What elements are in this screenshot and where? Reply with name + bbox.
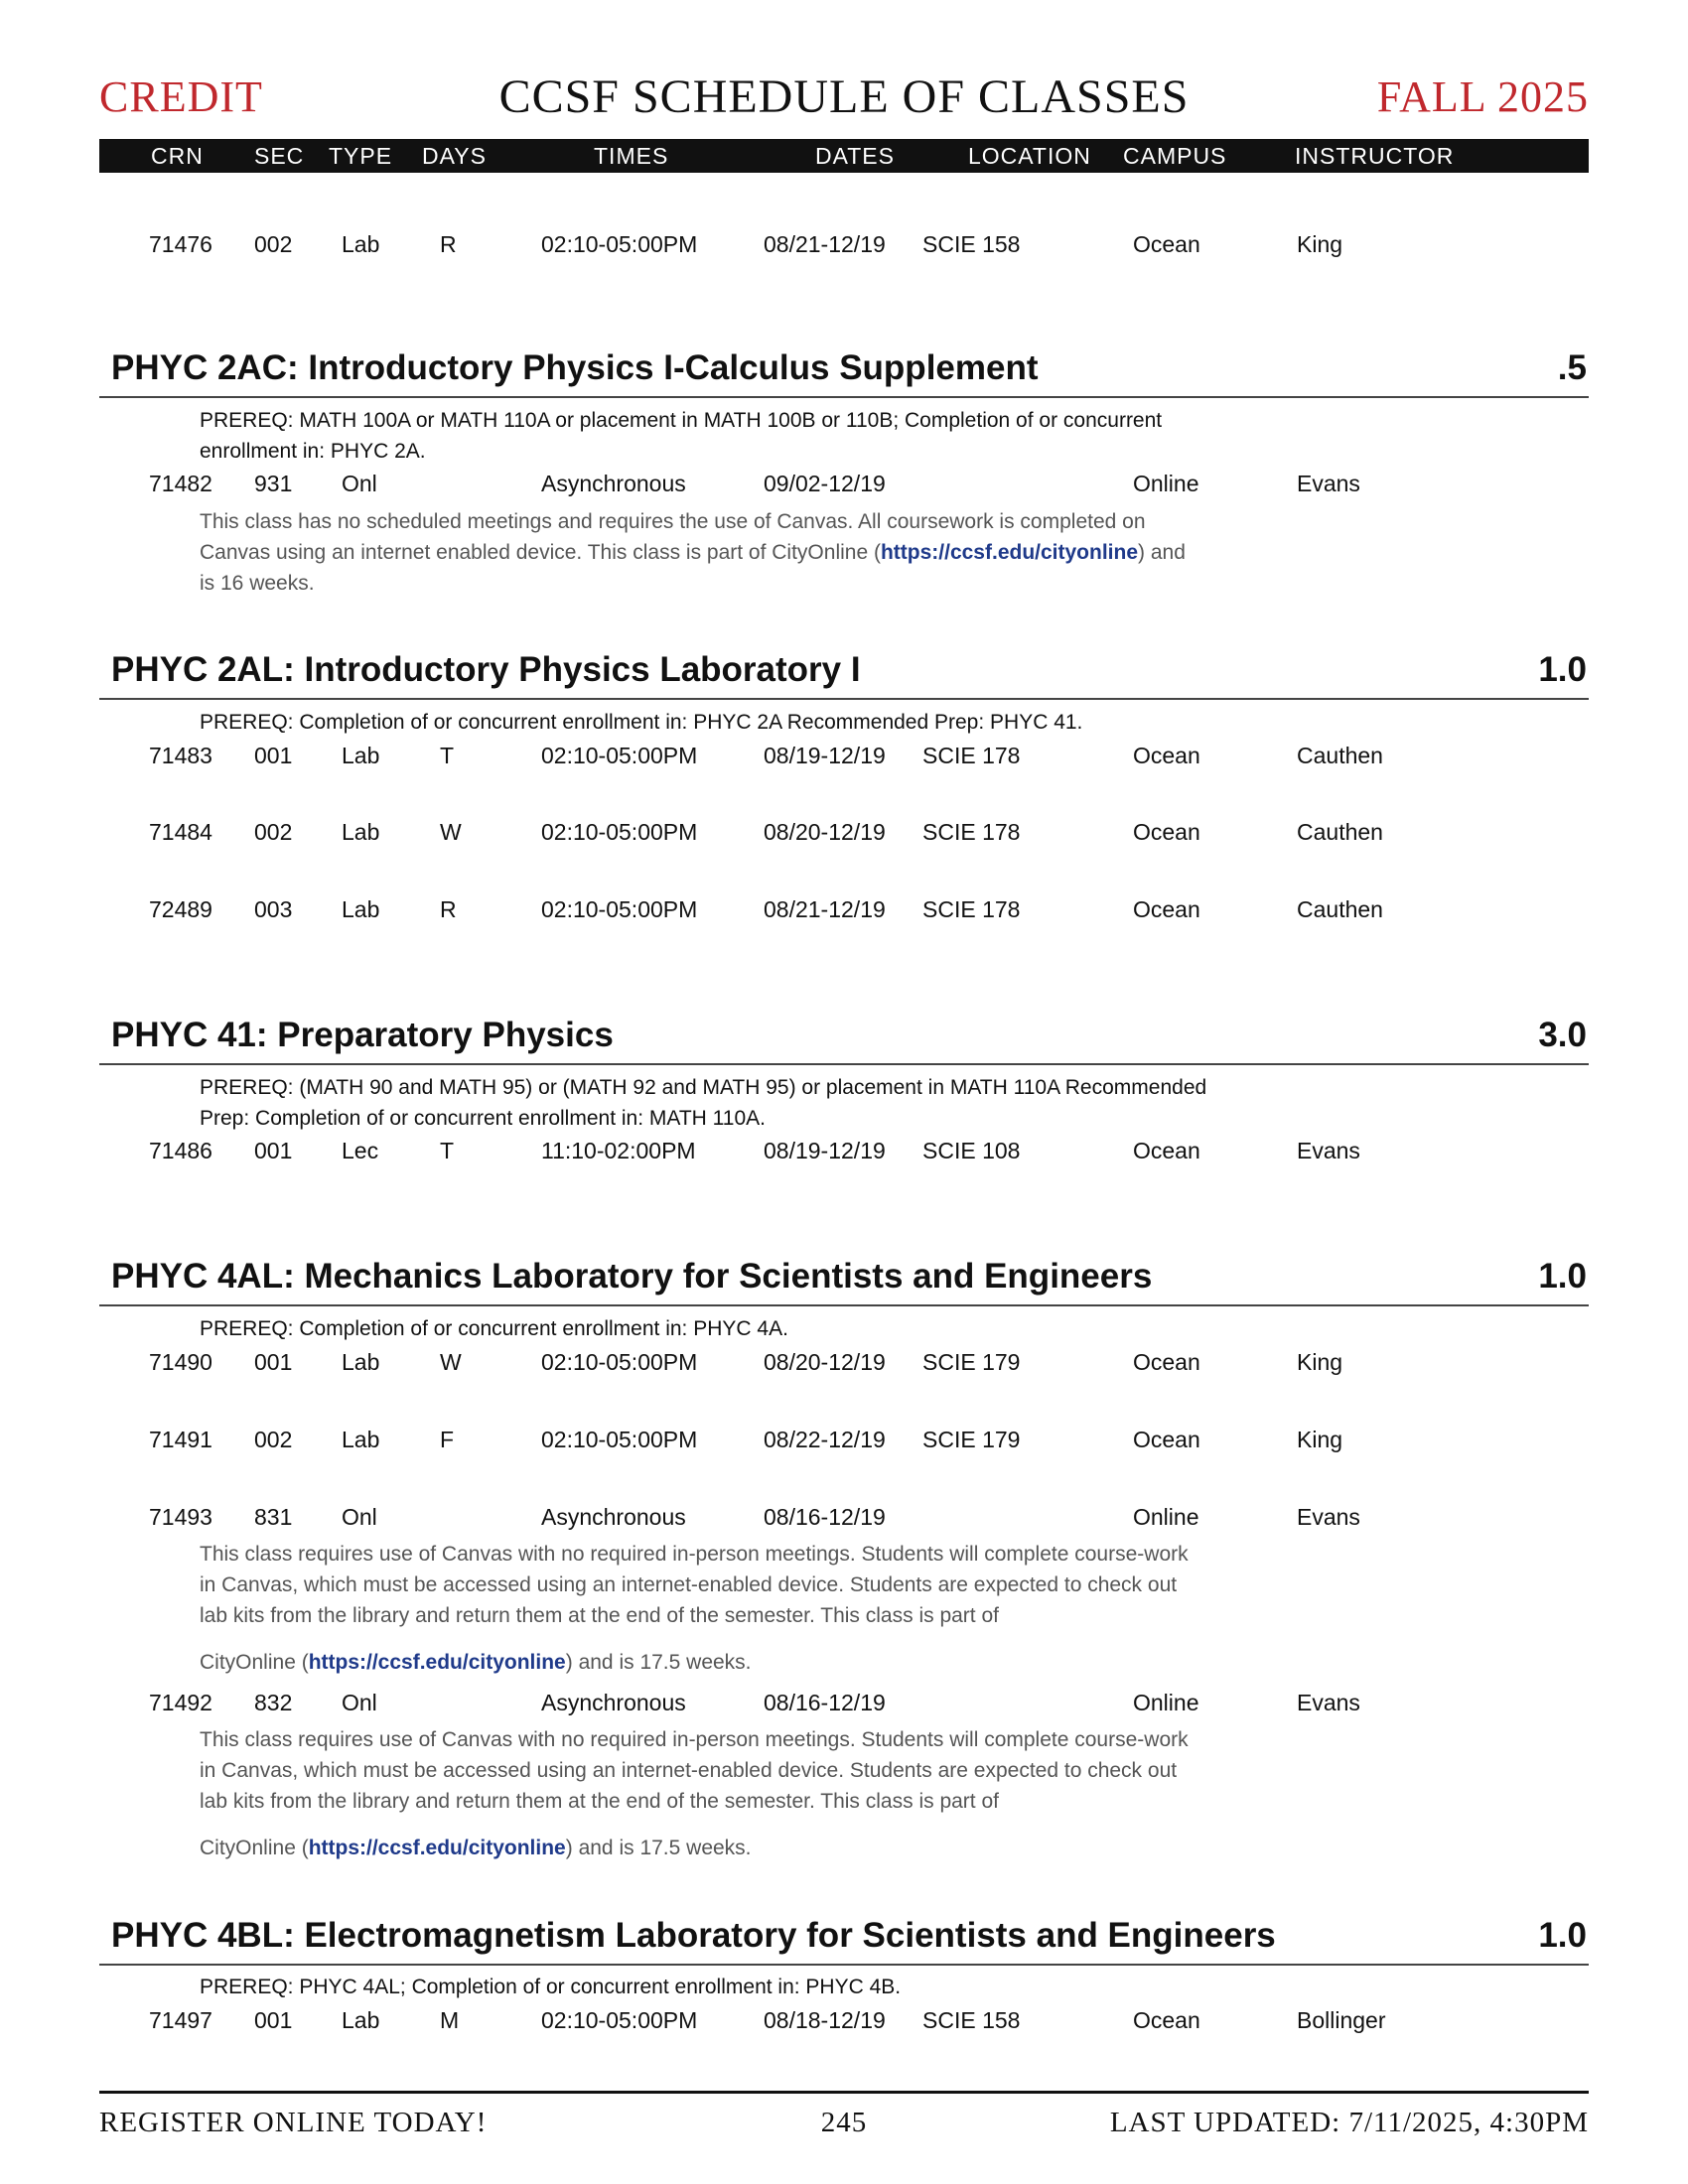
note-line: This class requires use of Canvas with no required in-person meetings. Students will complete course-work bbox=[200, 1728, 1189, 1751]
type: Onl bbox=[342, 471, 377, 496]
instructor: King bbox=[1297, 1349, 1343, 1375]
column-header-bar bbox=[99, 139, 1589, 173]
course-title: PHYC 2AL: Introductory Physics Laboratory I bbox=[111, 650, 861, 689]
instructor: Cauthen bbox=[1297, 819, 1383, 845]
prereq-line: PREREQ: MATH 100A or MATH 110A or placement in MATH 100B or 110B; Completion of or concurrent bbox=[200, 409, 1163, 432]
type: Lab bbox=[342, 231, 380, 257]
sec: 001 bbox=[254, 1349, 293, 1375]
prereq-line: PREREQ: PHYC 4AL; Completion of or concurrent enrollment in: PHYC 4B. bbox=[200, 1976, 902, 1998]
note-line: CityOnline (https://ccsf.edu/cityonline) and is 17.5 weeks. bbox=[200, 1651, 752, 1674]
sec: 931 bbox=[254, 471, 293, 496]
instructor: Evans bbox=[1297, 1690, 1360, 1715]
instructor: King bbox=[1297, 231, 1343, 257]
times: 02:10-05:00PM bbox=[541, 1349, 698, 1375]
dates: 08/19-12/19 bbox=[764, 1138, 886, 1163]
col-instructor: INSTRUCTOR bbox=[1295, 143, 1455, 169]
sec: 001 bbox=[254, 1138, 293, 1163]
type: Lab bbox=[342, 1427, 380, 1452]
note-line: is 16 weeks. bbox=[200, 572, 315, 595]
type: Lab bbox=[342, 896, 380, 922]
note-line: This class requires use of Canvas with no required in-person meetings. Students will complete course-work bbox=[200, 1543, 1189, 1566]
location: SCIE 158 bbox=[922, 231, 1021, 257]
days: M bbox=[440, 2007, 460, 2033]
sec: 002 bbox=[254, 231, 293, 257]
section-row bbox=[0, 1504, 1688, 1534]
note-line: This class has no scheduled meetings and requires the use of Canvas. All coursework is completed on bbox=[200, 510, 1146, 533]
section-row bbox=[0, 1690, 1688, 1719]
col-sec: SEC bbox=[254, 143, 305, 169]
dates: 08/20-12/19 bbox=[764, 1349, 886, 1375]
section-row bbox=[0, 1138, 1688, 1167]
times: 02:10-05:00PM bbox=[541, 743, 698, 768]
note-line: lab kits from the library and return them at the end of the semester. This class is part of bbox=[200, 1790, 999, 1813]
campus: Ocean bbox=[1133, 231, 1200, 257]
course-title: PHYC 4BL: Electromagnetism Laboratory for Scientists and Engineers bbox=[111, 1916, 1276, 1955]
crn: 71486 bbox=[149, 1138, 212, 1163]
campus: Ocean bbox=[1133, 819, 1200, 845]
section-row bbox=[0, 1427, 1688, 1456]
crn: 72489 bbox=[149, 896, 212, 922]
prereq bbox=[200, 707, 1292, 738]
crn: 71492 bbox=[149, 1690, 212, 1715]
location: SCIE 178 bbox=[922, 819, 1021, 845]
prereq-line: PREREQ: (MATH 90 and MATH 95) or (MATH 92 and MATH 95) or placement in MATH 110A Recommended bbox=[200, 1076, 1207, 1099]
crn: 71476 bbox=[149, 231, 212, 257]
dates: 08/16-12/19 bbox=[764, 1504, 886, 1530]
days: T bbox=[440, 743, 455, 768]
dates: 09/02-12/19 bbox=[764, 471, 886, 496]
course-title: PHYC 4AL: Mechanics Laboratory for Scientists and Engineers bbox=[111, 1257, 1153, 1296]
location: SCIE 158 bbox=[922, 2007, 1021, 2033]
last-updated-text: LAST UPDATED: 7/11/2025, 4:30PM bbox=[1109, 2107, 1589, 2138]
instructor: Evans bbox=[1297, 1138, 1360, 1163]
times: 02:10-05:00PM bbox=[541, 231, 698, 257]
cityonline-link[interactable]: https://ccsf.edu/cityonline bbox=[308, 1837, 566, 1859]
crn: 71490 bbox=[149, 1349, 212, 1375]
times: Asynchronous bbox=[541, 471, 686, 496]
location: SCIE 179 bbox=[922, 1427, 1021, 1452]
dates: 08/19-12/19 bbox=[764, 743, 886, 768]
type: Lab bbox=[342, 819, 380, 845]
cityonline-link[interactable]: https://ccsf.edu/cityonline bbox=[308, 1651, 566, 1674]
course-credits: 1.0 bbox=[1538, 650, 1587, 689]
prereq-line: Prep: Completion of or concurrent enrollment in: MATH 110A. bbox=[200, 1107, 766, 1130]
type: Lab bbox=[342, 743, 380, 768]
note-line: Canvas using an internet enabled device. This class is part of CityOnline (https://ccsf.edu/cityonline) and bbox=[200, 541, 1186, 564]
prereq-line: PREREQ: Completion of or concurrent enrollment in: PHYC 2A Recommended Prep: PHYC 41. bbox=[200, 711, 1083, 734]
type: Onl bbox=[342, 1690, 377, 1715]
sec: 832 bbox=[254, 1690, 293, 1715]
credit-label: CREDIT bbox=[99, 72, 263, 121]
sec: 002 bbox=[254, 1427, 293, 1452]
crn: 71482 bbox=[149, 471, 212, 496]
sec: 001 bbox=[254, 743, 293, 768]
section-row bbox=[0, 471, 1688, 500]
section-row bbox=[0, 819, 1688, 849]
days: R bbox=[440, 896, 457, 922]
course-credits: 1.0 bbox=[1538, 1257, 1587, 1296]
sec: 001 bbox=[254, 2007, 293, 2033]
section-row bbox=[0, 1349, 1688, 1379]
prereq bbox=[200, 1313, 1292, 1344]
course-heading bbox=[99, 348, 1589, 398]
course-heading bbox=[99, 1257, 1589, 1306]
days: T bbox=[440, 1138, 455, 1163]
campus: Online bbox=[1133, 471, 1199, 496]
course-credits: .5 bbox=[1557, 348, 1587, 387]
times: 02:10-05:00PM bbox=[541, 819, 698, 845]
col-type: TYPE bbox=[329, 143, 393, 169]
course-title: PHYC 41: Preparatory Physics bbox=[111, 1016, 614, 1054]
page-number: 245 bbox=[820, 2107, 868, 2138]
dates: 08/21-12/19 bbox=[764, 231, 886, 257]
days: W bbox=[440, 819, 462, 845]
instructor: Cauthen bbox=[1297, 896, 1383, 922]
prereq-line: enrollment in: PHYC 2A. bbox=[200, 440, 426, 463]
col-campus: CAMPUS bbox=[1123, 143, 1227, 169]
sec: 002 bbox=[254, 819, 293, 845]
location: SCIE 178 bbox=[922, 896, 1021, 922]
instructor: Cauthen bbox=[1297, 743, 1383, 768]
cityonline-link[interactable]: https://ccsf.edu/cityonline bbox=[880, 541, 1139, 564]
section-note bbox=[200, 1539, 1272, 1678]
page-title: CCSF SCHEDULE OF CLASSES bbox=[498, 70, 1190, 123]
campus: Ocean bbox=[1133, 1427, 1200, 1452]
section-row bbox=[0, 743, 1688, 772]
crn: 71491 bbox=[149, 1427, 212, 1452]
note-line: CityOnline (https://ccsf.edu/cityonline) and is 17.5 weeks. bbox=[200, 1837, 752, 1859]
course-credits: 3.0 bbox=[1538, 1016, 1587, 1054]
note-line: in Canvas, which must be accessed using an internet-enabled device. Students are expected to check out bbox=[200, 1573, 1178, 1596]
sec: 831 bbox=[254, 1504, 293, 1530]
crn: 71484 bbox=[149, 819, 212, 845]
times: 02:10-05:00PM bbox=[541, 2007, 698, 2033]
term-label: FALL 2025 bbox=[1376, 72, 1589, 121]
prereq bbox=[200, 1072, 1292, 1134]
note-line: lab kits from the library and return them at the end of the semester. This class is part of bbox=[200, 1604, 999, 1627]
col-days: DAYS bbox=[422, 143, 487, 169]
crn: 71493 bbox=[149, 1504, 212, 1530]
campus: Online bbox=[1133, 1504, 1199, 1530]
prereq-line: PREREQ: Completion of or concurrent enrollment in: PHYC 4A. bbox=[200, 1317, 788, 1340]
dates: 08/16-12/19 bbox=[764, 1690, 886, 1715]
course-credits: 1.0 bbox=[1538, 1916, 1587, 1955]
register-online-text: REGISTER ONLINE TODAY! bbox=[99, 2107, 488, 2138]
section-row bbox=[0, 231, 1688, 261]
instructor: King bbox=[1297, 1427, 1343, 1452]
course-heading bbox=[99, 650, 1589, 700]
col-crn: CRN bbox=[151, 143, 204, 169]
instructor: Evans bbox=[1297, 471, 1360, 496]
campus: Ocean bbox=[1133, 896, 1200, 922]
campus: Ocean bbox=[1133, 1349, 1200, 1375]
type: Lab bbox=[342, 2007, 380, 2033]
course-heading bbox=[99, 1916, 1589, 1966]
dates: 08/22-12/19 bbox=[764, 1427, 886, 1452]
campus: Ocean bbox=[1133, 1138, 1200, 1163]
prereq bbox=[200, 405, 1292, 467]
section-row bbox=[0, 896, 1688, 926]
course-heading bbox=[99, 1016, 1589, 1065]
crn: 71497 bbox=[149, 2007, 212, 2033]
days: R bbox=[440, 231, 457, 257]
times: Asynchronous bbox=[541, 1504, 686, 1530]
dates: 08/18-12/19 bbox=[764, 2007, 886, 2033]
times: 11:10-02:00PM bbox=[541, 1138, 696, 1163]
type: Lec bbox=[342, 1138, 379, 1163]
note-line: in Canvas, which must be accessed using an internet-enabled device. Students are expected to check out bbox=[200, 1759, 1178, 1782]
times: 02:10-05:00PM bbox=[541, 1427, 698, 1452]
course-title: PHYC 2AC: Introductory Physics I-Calculus Supplement bbox=[111, 348, 1039, 387]
prereq bbox=[200, 1972, 1292, 2002]
instructor: Bollinger bbox=[1297, 2007, 1386, 2033]
type: Onl bbox=[342, 1504, 377, 1530]
location: SCIE 108 bbox=[922, 1138, 1021, 1163]
times: 02:10-05:00PM bbox=[541, 896, 698, 922]
times: Asynchronous bbox=[541, 1690, 686, 1715]
days: F bbox=[440, 1427, 455, 1452]
col-times: TIMES bbox=[594, 143, 669, 169]
section-note bbox=[200, 1724, 1272, 1863]
location: SCIE 178 bbox=[922, 743, 1021, 768]
instructor: Evans bbox=[1297, 1504, 1360, 1530]
col-dates: DATES bbox=[815, 143, 895, 169]
section-note bbox=[200, 506, 1272, 599]
dates: 08/20-12/19 bbox=[764, 819, 886, 845]
campus: Ocean bbox=[1133, 743, 1200, 768]
days: W bbox=[440, 1349, 462, 1375]
section-row bbox=[0, 2007, 1688, 2037]
footer-divider bbox=[99, 2091, 1589, 2094]
campus: Online bbox=[1133, 1690, 1199, 1715]
dates: 08/21-12/19 bbox=[764, 896, 886, 922]
crn: 71483 bbox=[149, 743, 212, 768]
campus: Ocean bbox=[1133, 2007, 1200, 2033]
col-location: LOCATION bbox=[968, 143, 1091, 169]
sec: 003 bbox=[254, 896, 293, 922]
location: SCIE 179 bbox=[922, 1349, 1021, 1375]
type: Lab bbox=[342, 1349, 380, 1375]
